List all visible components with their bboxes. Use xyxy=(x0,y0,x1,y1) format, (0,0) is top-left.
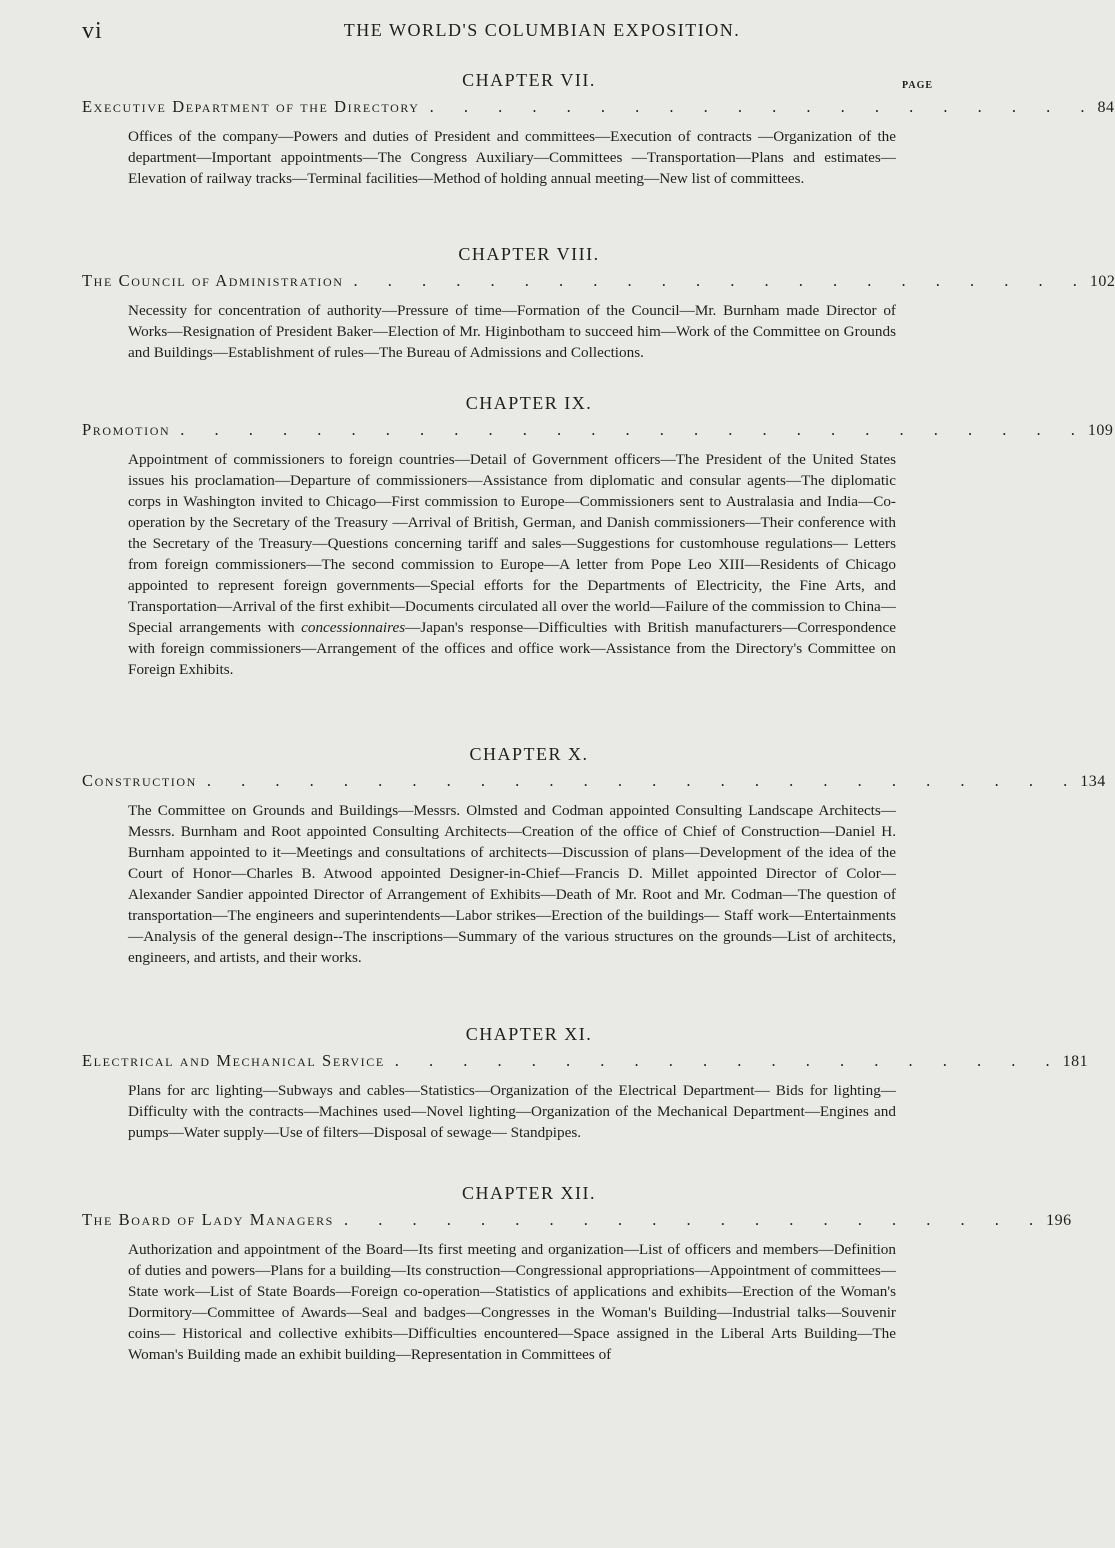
chapter-title: Electrical and Mechanical Service xyxy=(82,1051,385,1070)
page-number: 84 xyxy=(1097,99,1115,116)
summary-text: Appointment of commissioners to foreign countries—Detail of Government officers—The President of the United States issues his proclamation—Departure of commissioners—Assistance from diplomatic and consular agents—The diplomatic corps in Washington invited to Chicago—First commission to Europe—Commissioners sent to Australasia and India—Co-operation by the Secretary of the Treasury —Arrival of British, German, and Danish commissioners—Their conference with the Secretary of the Treasury—Questions concerning tariff and sales—Suggestions for customhouse regulations— Letters from foreign commissioners—The second commission to Europe—A letter from Pope Leo XIII—Residents of Chicago appointed to represent foreign governments—Special efforts for the Departments of Electricity, the Fine Arts, and Transportation—Arrival of the first exhibit—Documents circulated all over the world—Failure of the commission to China—Special arrangements with xyxy=(128,451,896,636)
leader-dots: . . . . . . . . . . . . . . . . . . . . xyxy=(429,97,1098,116)
chapter-heading: CHAPTER X. xyxy=(469,744,589,764)
leader-dots: . . . . . . . . . . . . . . . . . . . . . . . . . . xyxy=(206,771,1081,790)
page-number: 134 xyxy=(1080,773,1106,790)
chapter-heading: CHAPTER XII. xyxy=(462,1183,596,1203)
running-header xyxy=(82,18,912,44)
page-number: 109 xyxy=(1087,422,1114,439)
chapter-11 xyxy=(82,1020,1089,1143)
book-title: THE WORLD'S COLUMBIAN EXPOSITION. xyxy=(343,20,741,40)
page-column-label: PAGE xyxy=(902,80,934,91)
toc-entry[interactable] xyxy=(82,1048,1089,1074)
leader-dots: . . . . . . . . . . . . . . . . . . . . xyxy=(394,1051,1063,1070)
chapter-title: Promotion xyxy=(82,420,171,439)
chapter-summary: Authorization and appointment of the Board—Its first meeting and organization—List of officers and members—Definition of duties and powers—Plans for a building—Its construction—Congressional appropriations—Appointment of committees—State work—List of State Boards—Foreign co-operation—Statistics of applications and exhibits—Erection of the Woman's Dormitory—Committee of Awards—Seal and badges—Congresses in the Woman's Building—Industrial talks—Souvenir coins— Historical and collective exhibits—Difficulties encountered—Space assigned in the Liberal Arts Building—The Woman's Building made an exhibit building—Representation in Committees of xyxy=(128,1241,896,1363)
leader-dots: . . . . . . . . . . . . . . . . . . . . . . . . . . . xyxy=(180,420,1088,439)
summary-text: —Japan's response—Difficulties with British manufacturers—Correspondence with foreign commissioners—Arrangement of the offices and office work—Assistance from the Directory's Committee on Foreign Exhibits. xyxy=(128,619,896,678)
chapter-summary xyxy=(128,449,896,680)
chapter-summary: Necessity for concentration of authority—Pressure of time—Formation of the Council—Mr. Burnham made Director of Works—Resignation of President Baker—Election of Mr. Higinbotham to succeed him—Work of the Committee on Grounds and Buildings—Establishment of rules—The Bureau of Admissions and Collections. xyxy=(128,302,896,361)
page-number: 181 xyxy=(1062,1053,1089,1070)
chapter-9 xyxy=(82,389,1114,680)
toc-entry[interactable] xyxy=(82,94,1115,120)
chapter-title: The Council of Administration xyxy=(82,271,344,290)
chapter-12 xyxy=(82,1179,1072,1365)
toc-entry[interactable] xyxy=(82,417,1114,443)
summary-italic-term: concessionnaires xyxy=(301,619,406,636)
page-folio: vi xyxy=(82,18,103,44)
toc-entry[interactable] xyxy=(82,768,1106,794)
chapter-8 xyxy=(82,240,1115,363)
chapter-7 xyxy=(82,66,1115,189)
chapter-heading: CHAPTER XI. xyxy=(465,1024,593,1044)
chapter-summary: The Committee on Grounds and Buildings—Messrs. Olmsted and Codman appointed Consulting Landscape Architects—Messrs. Burnham and Root appointed Consulting Architects—Creation of the office of Chief of Construction—Daniel H. Burnham appointed to it—Meetings and consultations of architects—Discussion of plans—Development of the idea of the Court of Honor—Charles B. Atwood appointed Designer-in-Chief—Francis D. Millet appointed Director of Color—Alexander Sandier appointed Director of Arrangement of Exhibits—Death of Mr. Root and Mr. Codman—The question of transportation—The engineers and superintendents—Labor strikes—Erection of the buildings— Staff work—Entertainments—Analysis of the general design--The inscriptions—Summary of the various structures on the grounds—List of architects, engineers, and artists, and their works. xyxy=(128,802,896,966)
chapter-heading: CHAPTER VIII. xyxy=(458,244,600,264)
chapter-heading: CHAPTER VII. xyxy=(462,70,596,90)
leader-dots: . . . . . . . . . . . . . . . . . . . . . . xyxy=(353,271,1090,290)
chapter-title: Construction xyxy=(82,771,197,790)
page-number: 196 xyxy=(1046,1212,1072,1229)
chapter-summary: Offices of the company—Powers and duties of President and committees—Execution of contracts —Organization of the department—Important appointments—The Congress Auxiliary—Committees —Transportation—Plans and estimates—Elevation of railway tracks—Terminal facilities—Method of holding annual meeting—New list of committees. xyxy=(128,128,896,187)
chapter-summary: Plans for arc lighting—Subways and cables—Statistics—Organization of the Electrical Department— Bids for lighting—Difficulty with the contracts—Machines used—Novel lighting—Organization of the Mechanical Department—Engines and pumps—Water supply—Use of filters—Disposal of sewage— Standpipes. xyxy=(128,1082,896,1141)
toc-entry[interactable] xyxy=(82,1207,1072,1233)
chapter-heading: CHAPTER IX. xyxy=(465,393,593,413)
chapter-title: The Board of Lady Managers xyxy=(82,1210,334,1229)
chapter-10 xyxy=(82,740,1106,968)
page-number: 102 xyxy=(1089,273,1115,290)
leader-dots: . . . . . . . . . . . . . . . . . . . . . xyxy=(343,1210,1047,1229)
chapter-title: Executive Department of the Directory xyxy=(82,97,420,116)
toc-entry[interactable] xyxy=(82,268,1115,294)
